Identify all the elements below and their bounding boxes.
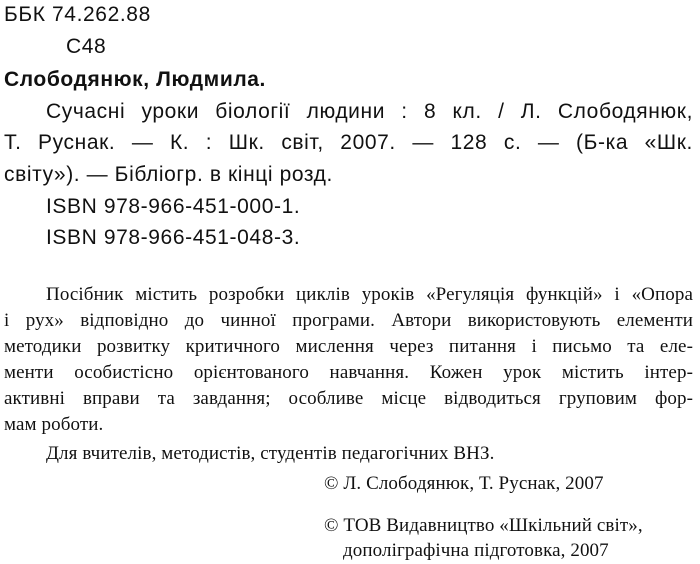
description-line: Сучасні уроки біології людини : 8 кл. / Л. Слободянюк, <box>46 100 693 123</box>
annotation-line: і рух» відповідно до чинної програми. Автори використовують елементи <box>4 310 693 331</box>
description-line: світу»). — Бібліогр. в кінці розд. <box>4 163 333 186</box>
isbn-line: ISBN 978-966-451-048-3. <box>46 226 301 249</box>
bbk-code: ББК 74.262.88 <box>4 3 151 26</box>
catalog-heading: Слободянюк, Людмила. <box>4 68 266 91</box>
copyright-prepress: дополіграфічна підготовка, 2007 <box>343 540 609 561</box>
annotation-line: активні вправи та завдання; особливе місце відводиться груповим фор- <box>4 388 693 409</box>
copyright-publisher: © ТОВ Видавництво «Шкільний світ», <box>324 515 643 536</box>
audience-line: Для вчителів, методистів, студентів педагогічних ВНЗ. <box>46 443 495 464</box>
description-line: Т. Руснак. — К. : Шк. світ, 2007. — 128 с. — (Б-ка «Шк. <box>4 131 693 154</box>
copyright-authors: © Л. Слободянюк, Т. Руснак, 2007 <box>324 473 604 494</box>
annotation-line: Посібник містить розробки циклів уроків «Регуляція функцій» і «Опора <box>46 284 693 305</box>
annotation-line: методики розвитку критичного мислення через питання і письмо та еле- <box>4 336 693 357</box>
annotation-line: мам роботи. <box>4 414 104 435</box>
annotation-line: менти особистісно орієнтованого навчання. Кожен урок містить інтер- <box>4 362 693 383</box>
isbn-line: ISBN 978-966-451-000-1. <box>46 195 301 218</box>
author-mark: С48 <box>66 35 107 58</box>
